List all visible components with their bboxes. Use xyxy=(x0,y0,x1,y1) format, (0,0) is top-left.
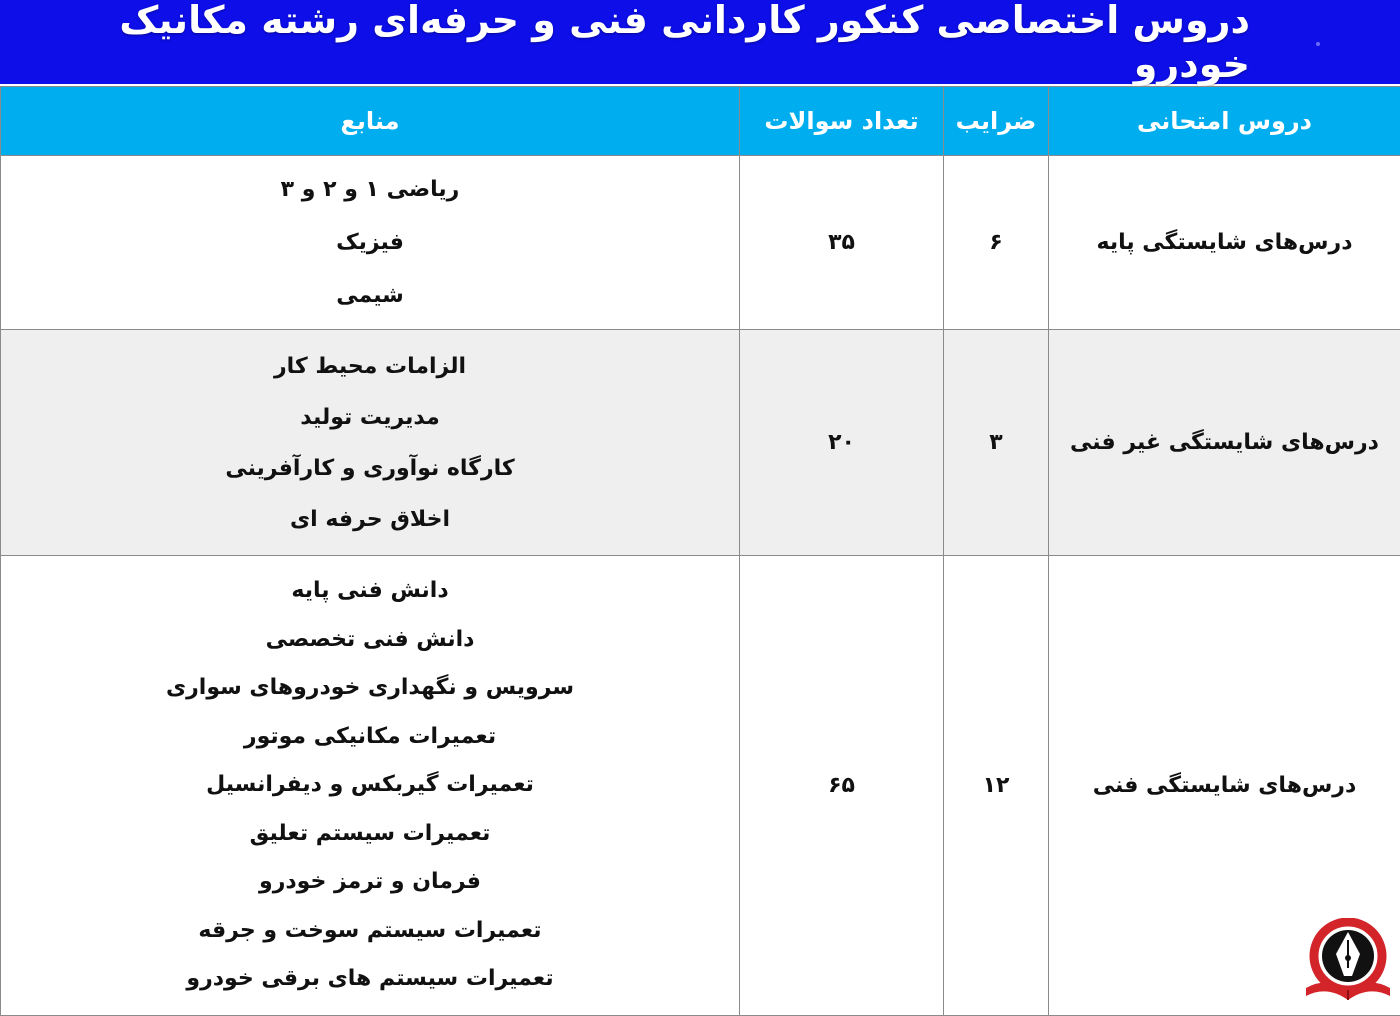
title-bar xyxy=(0,0,1400,86)
sources-cell xyxy=(1,556,740,1016)
question-count-cell: ۶۵ xyxy=(740,556,944,1016)
table-row xyxy=(1,556,1400,1016)
source-item: تعمیرات سیستم های برقی خودرو xyxy=(186,955,553,1004)
coefficient-cell: ۳ xyxy=(944,330,1049,556)
question-count-cell: ۳۵ xyxy=(740,156,944,330)
source-item: مدیریت تولید xyxy=(300,392,440,443)
header-course: دروس امتحانی xyxy=(1049,87,1400,156)
course-cell: درس‌های شایستگی غیر فنی xyxy=(1049,330,1400,556)
sources-list xyxy=(2,163,738,322)
source-item: فیزیک xyxy=(336,216,404,269)
courses-table xyxy=(0,86,1400,1016)
source-item: اخلاق حرفه ای xyxy=(290,494,450,545)
header-sources: منابع xyxy=(1,87,740,156)
header-coefficient: ضرایب xyxy=(944,87,1049,156)
course-cell: درس‌های شایستگی فنی xyxy=(1049,556,1400,1016)
course-cell: درس‌های شایستگی پایه xyxy=(1049,156,1400,330)
title-decor-dot xyxy=(1316,42,1320,46)
source-item: دانش فنی پایه xyxy=(291,567,448,616)
source-item: فرمان و ترمز خودرو xyxy=(259,858,481,907)
sources-cell xyxy=(1,330,740,556)
source-item: سرویس و نگهداری خودروهای سواری xyxy=(166,664,574,713)
table-header-row xyxy=(1,87,1400,156)
logo-svg xyxy=(1302,918,1394,1006)
source-item: تعمیرات گیربکس و دیفرانسیل xyxy=(206,761,534,810)
table-row xyxy=(1,330,1400,556)
header-question-count: تعداد سوالات xyxy=(740,87,944,156)
question-count-cell: ۲۰ xyxy=(740,330,944,556)
source-item: ریاضی ۱ و ۲ و ۳ xyxy=(281,163,460,216)
sources-list xyxy=(2,567,738,1004)
coefficient-cell: ۱۲ xyxy=(944,556,1049,1016)
coefficient-cell: ۶ xyxy=(944,156,1049,330)
sources-list xyxy=(2,341,738,545)
sources-cell xyxy=(1,156,740,330)
source-item: کارگاه نوآوری و کارآفرینی xyxy=(225,443,514,494)
source-item: الزامات محیط کار xyxy=(274,341,466,392)
pen-nib-book-logo-icon xyxy=(1302,918,1394,1006)
table-row xyxy=(1,156,1400,330)
source-item: تعمیرات سیستم تعلیق xyxy=(250,810,491,859)
source-item: تعمیرات مکانیکی موتور xyxy=(244,713,496,762)
source-item: تعمیرات سیستم سوخت و جرقه xyxy=(198,907,541,956)
source-item: دانش فنی تخصصی xyxy=(266,616,475,665)
page-title: دروس اختصاصی کنکور کاردانی فنی و حرفه‌ای رشته مکانیک خودرو xyxy=(0,0,1400,86)
source-item: شیمی xyxy=(336,269,404,322)
